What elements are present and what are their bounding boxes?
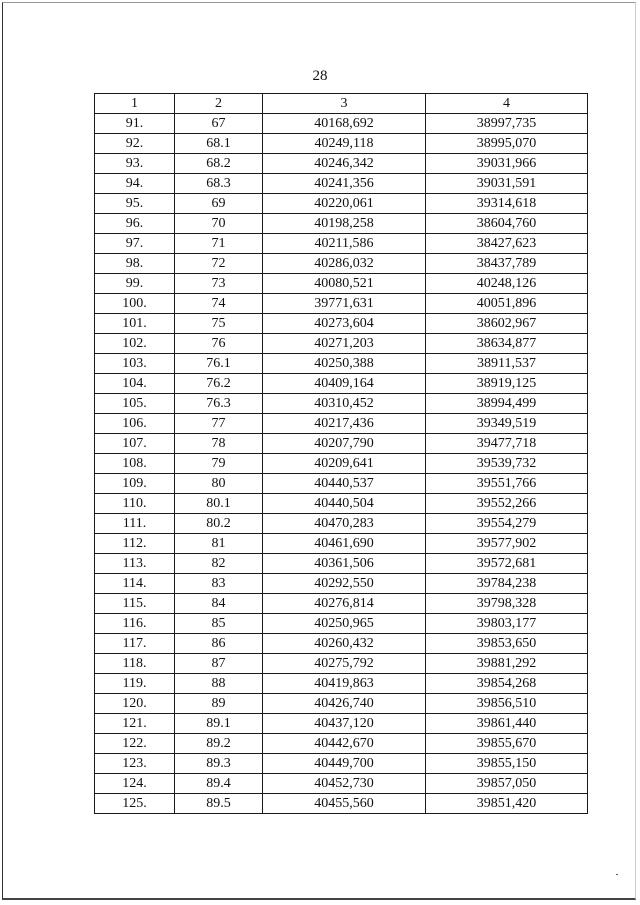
table-cell: 108. <box>95 454 175 474</box>
table-cell: 114. <box>95 574 175 594</box>
table-cell: 78 <box>175 434 263 454</box>
table-header-row <box>95 94 588 114</box>
table-row <box>95 354 588 374</box>
table-cell: 100. <box>95 294 175 314</box>
table-cell: 123. <box>95 754 175 774</box>
table-row <box>95 294 588 314</box>
table-cell: 40168,692 <box>263 114 426 134</box>
table-row <box>95 574 588 594</box>
table-cell: 39854,268 <box>426 674 588 694</box>
table-cell: 40241,356 <box>263 174 426 194</box>
table-cell: 124. <box>95 774 175 794</box>
table-cell: 115. <box>95 594 175 614</box>
table-row <box>95 774 588 794</box>
table-cell: 39477,718 <box>426 434 588 454</box>
table-row <box>95 674 588 694</box>
table-cell: 39349,519 <box>426 414 588 434</box>
table-row <box>95 654 588 674</box>
table-row <box>95 314 588 334</box>
table-row <box>95 114 588 134</box>
table-cell: 40273,604 <box>263 314 426 334</box>
table-cell: 38427,623 <box>426 234 588 254</box>
table-cell: 38997,735 <box>426 114 588 134</box>
table-row <box>95 634 588 654</box>
table-cell: 89.4 <box>175 774 263 794</box>
table-row <box>95 374 588 394</box>
table-cell: 39861,440 <box>426 714 588 734</box>
table-cell: 97. <box>95 234 175 254</box>
table-row <box>95 394 588 414</box>
table-cell: 38437,789 <box>426 254 588 274</box>
table-cell: 39855,670 <box>426 734 588 754</box>
table-cell: 39552,266 <box>426 494 588 514</box>
table-cell: 40461,690 <box>263 534 426 554</box>
table-cell: 40361,506 <box>263 554 426 574</box>
table-cell: 73 <box>175 274 263 294</box>
table-cell: 111. <box>95 514 175 534</box>
table-cell: 103. <box>95 354 175 374</box>
table-cell: 74 <box>175 294 263 314</box>
table-cell: 86 <box>175 634 263 654</box>
table-cell: 40275,792 <box>263 654 426 674</box>
table-row <box>95 334 588 354</box>
table-cell: 39771,631 <box>263 294 426 314</box>
table-row <box>95 154 588 174</box>
table-cell: 68.1 <box>175 134 263 154</box>
table-cell: 116. <box>95 614 175 634</box>
table-cell: 40292,550 <box>263 574 426 594</box>
table-cell: 70 <box>175 214 263 234</box>
table-cell: 40051,896 <box>426 294 588 314</box>
table-cell: 40455,560 <box>263 794 426 814</box>
table-cell: 40470,283 <box>263 514 426 534</box>
table-cell: 39551,766 <box>426 474 588 494</box>
table-cell: 79 <box>175 454 263 474</box>
table-cell: 40249,118 <box>263 134 426 154</box>
table-row <box>95 594 588 614</box>
table-cell: 88 <box>175 674 263 694</box>
table-cell: 89.3 <box>175 754 263 774</box>
table-cell: 68.3 <box>175 174 263 194</box>
table-cell: 40449,700 <box>263 754 426 774</box>
table-row <box>95 454 588 474</box>
table-cell: 105. <box>95 394 175 414</box>
table-cell: 75 <box>175 314 263 334</box>
table-cell: 83 <box>175 574 263 594</box>
table-row <box>95 754 588 774</box>
table-cell: 71 <box>175 234 263 254</box>
table-row <box>95 254 588 274</box>
table-cell: 39856,510 <box>426 694 588 714</box>
page-number: 28 <box>312 68 328 84</box>
table-cell: 40437,120 <box>263 714 426 734</box>
table-cell: 39784,238 <box>426 574 588 594</box>
table-cell: 91. <box>95 114 175 134</box>
table-cell: 89.5 <box>175 794 263 814</box>
table-cell: 38604,760 <box>426 214 588 234</box>
table-cell: 107. <box>95 434 175 454</box>
table-cell: 125. <box>95 794 175 814</box>
table-cell: 117. <box>95 634 175 654</box>
table-cell: 40286,032 <box>263 254 426 274</box>
table-row <box>95 194 588 214</box>
column-header: 3 <box>263 94 426 114</box>
table-row <box>95 274 588 294</box>
table-cell: 102. <box>95 334 175 354</box>
table-cell: 38634,877 <box>426 334 588 354</box>
table-cell: 89.1 <box>175 714 263 734</box>
table-cell: 80 <box>175 474 263 494</box>
table-cell: 40310,452 <box>263 394 426 414</box>
table-cell: 40220,061 <box>263 194 426 214</box>
table-row <box>95 474 588 494</box>
table-cell: 40250,965 <box>263 614 426 634</box>
table-cell: 72 <box>175 254 263 274</box>
table-row <box>95 714 588 734</box>
table-cell: 38995,070 <box>426 134 588 154</box>
table-cell: 112. <box>95 534 175 554</box>
table-cell: 39572,681 <box>426 554 588 574</box>
table-cell: 95. <box>95 194 175 214</box>
table-cell: 67 <box>175 114 263 134</box>
table-cell: 39554,279 <box>426 514 588 534</box>
table-cell: 40211,586 <box>263 234 426 254</box>
scan-speck <box>616 874 618 875</box>
table-cell: 40217,436 <box>263 414 426 434</box>
table-cell: 109. <box>95 474 175 494</box>
table-cell: 110. <box>95 494 175 514</box>
table-cell: 39031,591 <box>426 174 588 194</box>
table-cell: 39577,902 <box>426 534 588 554</box>
table-cell: 40409,164 <box>263 374 426 394</box>
table-cell: 40276,814 <box>263 594 426 614</box>
table-row <box>95 214 588 234</box>
table-cell: 39857,050 <box>426 774 588 794</box>
table-row <box>95 534 588 554</box>
table-cell: 39031,966 <box>426 154 588 174</box>
column-header: 2 <box>175 94 263 114</box>
table-cell: 76.2 <box>175 374 263 394</box>
table-cell: 38911,537 <box>426 354 588 374</box>
table-cell: 92. <box>95 134 175 154</box>
table-cell: 40426,740 <box>263 694 426 714</box>
table-cell: 40209,641 <box>263 454 426 474</box>
table-cell: 121. <box>95 714 175 734</box>
table-cell: 40271,203 <box>263 334 426 354</box>
table-row <box>95 174 588 194</box>
table-row <box>95 734 588 754</box>
table-cell: 40198,258 <box>263 214 426 234</box>
table-cell: 40260,432 <box>263 634 426 654</box>
table-cell: 40080,521 <box>263 274 426 294</box>
table-cell: 98. <box>95 254 175 274</box>
table-cell: 80.2 <box>175 514 263 534</box>
table-cell: 81 <box>175 534 263 554</box>
table-cell: 39853,650 <box>426 634 588 654</box>
table-cell: 40207,790 <box>263 434 426 454</box>
table-cell: 120. <box>95 694 175 714</box>
table-cell: 39803,177 <box>426 614 588 634</box>
table-cell: 113. <box>95 554 175 574</box>
table-cell: 40442,670 <box>263 734 426 754</box>
table-cell: 106. <box>95 414 175 434</box>
table-row <box>95 614 588 634</box>
column-header: 4 <box>426 94 588 114</box>
table-cell: 39314,618 <box>426 194 588 214</box>
table-cell: 93. <box>95 154 175 174</box>
table-cell: 39851,420 <box>426 794 588 814</box>
table-cell: 87 <box>175 654 263 674</box>
table-row <box>95 794 588 814</box>
table-cell: 99. <box>95 274 175 294</box>
table-cell: 76.3 <box>175 394 263 414</box>
table-cell: 39855,150 <box>426 754 588 774</box>
table-cell: 82 <box>175 554 263 574</box>
coordinates-table <box>94 93 588 814</box>
table-cell: 80.1 <box>175 494 263 514</box>
table-cell: 122. <box>95 734 175 754</box>
table-row <box>95 514 588 534</box>
table-cell: 39881,292 <box>426 654 588 674</box>
table-cell: 77 <box>175 414 263 434</box>
table-cell: 68.2 <box>175 154 263 174</box>
table-row <box>95 134 588 154</box>
table-cell: 94. <box>95 174 175 194</box>
table-row <box>95 494 588 514</box>
table-cell: 104. <box>95 374 175 394</box>
table-cell: 119. <box>95 674 175 694</box>
table-row <box>95 434 588 454</box>
table-cell: 89.2 <box>175 734 263 754</box>
table-cell: 39539,732 <box>426 454 588 474</box>
table-cell: 101. <box>95 314 175 334</box>
table-cell: 89 <box>175 694 263 714</box>
table-body <box>95 114 588 814</box>
table-cell: 39798,328 <box>426 594 588 614</box>
table-cell: 38994,499 <box>426 394 588 414</box>
table-cell: 38919,125 <box>426 374 588 394</box>
table-cell: 76 <box>175 334 263 354</box>
table-row <box>95 234 588 254</box>
table-cell: 40248,126 <box>426 274 588 294</box>
table-cell: 40419,863 <box>263 674 426 694</box>
table-row <box>95 694 588 714</box>
table-cell: 96. <box>95 214 175 234</box>
table-row <box>95 414 588 434</box>
table-row <box>95 554 588 574</box>
table-cell: 84 <box>175 594 263 614</box>
table-cell: 40250,388 <box>263 354 426 374</box>
table-cell: 69 <box>175 194 263 214</box>
table-cell: 38602,967 <box>426 314 588 334</box>
column-header: 1 <box>95 94 175 114</box>
table-cell: 118. <box>95 654 175 674</box>
table-cell: 40440,537 <box>263 474 426 494</box>
table-cell: 76.1 <box>175 354 263 374</box>
table-cell: 40452,730 <box>263 774 426 794</box>
table-cell: 40440,504 <box>263 494 426 514</box>
table-cell: 40246,342 <box>263 154 426 174</box>
table-cell: 85 <box>175 614 263 634</box>
